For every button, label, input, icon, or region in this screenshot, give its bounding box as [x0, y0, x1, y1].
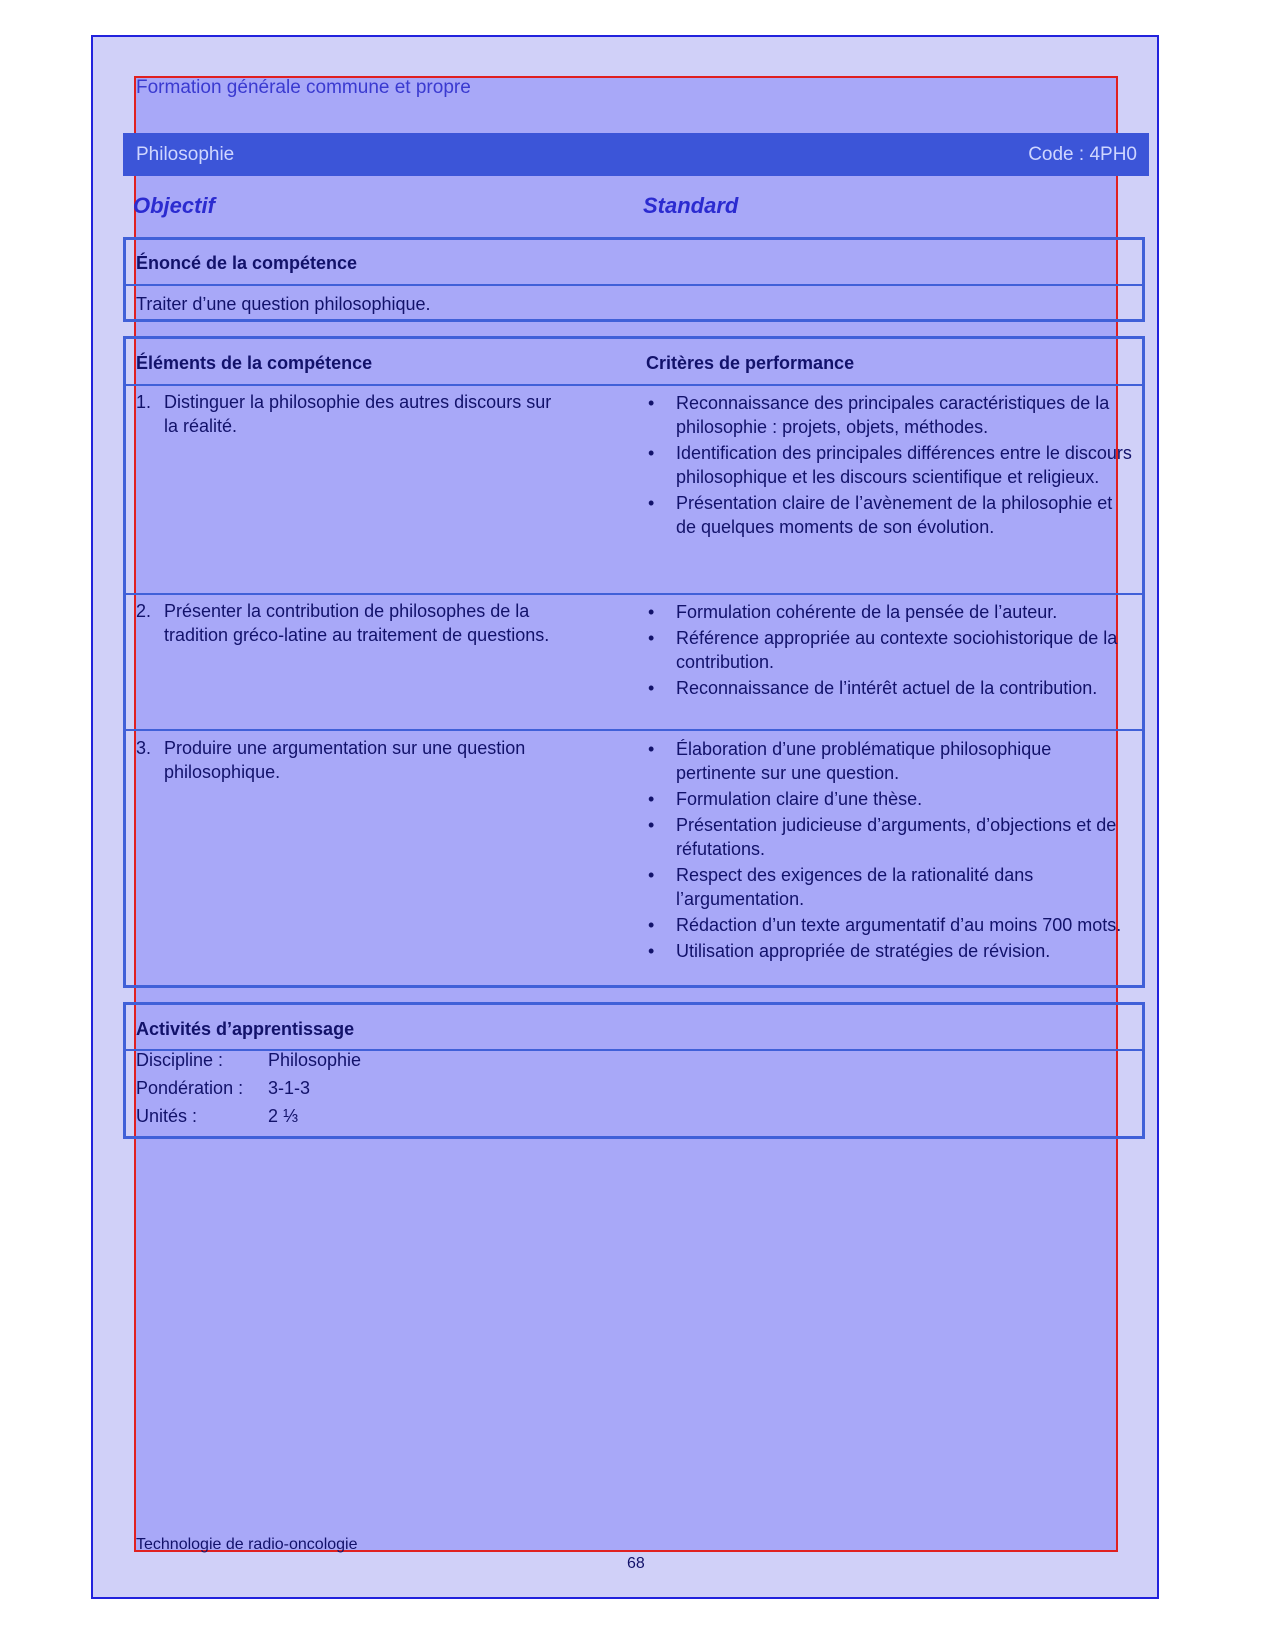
- competence-box: [123, 237, 1145, 322]
- discipline-value: Philosophie: [268, 1050, 362, 1070]
- activities-heading: Activités d’apprentissage: [136, 1019, 355, 1039]
- row-divider: [126, 384, 1142, 386]
- criterion-item: • Présentation claire de l’avènement de la philosophie et de quelques moments de son évolution.: [676, 491, 1136, 539]
- criterion-item: • Respect des exigences de la rationalité dans l’argumentation.: [676, 863, 1136, 911]
- weighting-value: 3-1-3: [268, 1078, 311, 1098]
- banner-code: Code : 4PH0: [1028, 144, 1137, 165]
- discipline-banner: [123, 133, 1149, 176]
- elements-column-heading: Éléments de la compétence: [136, 353, 373, 373]
- criterion-item: • Référence appropriée au contexte sociohistorique de la contribution.: [676, 626, 1136, 674]
- discipline-label: Discipline :: [136, 1050, 224, 1070]
- element-item-2: [136, 599, 626, 647]
- criterion-item: • Reconnaissance des principales caractéristiques de la philosophie : projets, objets, méthodes.: [676, 391, 1136, 439]
- element-text-line: la réalité.: [164, 416, 238, 436]
- element-number: 2.: [136, 601, 152, 621]
- element-text-line: tradition gréco-latine au traitement de questions.: [164, 625, 550, 645]
- competence-heading: Énoncé de la compétence: [136, 253, 358, 273]
- criterion-item: • Identification des principales différences entre le discours philosophique et les discours scientifique et religieux.: [676, 441, 1136, 489]
- criteria-list-2: [676, 600, 1136, 702]
- criteria-list-1: [676, 391, 1136, 541]
- activity-weighting-row: [136, 1078, 310, 1099]
- row-divider: [126, 284, 1142, 286]
- standard-heading: Standard: [643, 193, 739, 218]
- units-label: Unités :: [136, 1106, 198, 1126]
- criterion-item: • Présentation judicieuse d’arguments, d’objections et de réfutations.: [676, 813, 1136, 861]
- page-number: 68: [627, 1555, 645, 1572]
- criteria-column-heading: Critères de performance: [646, 353, 855, 373]
- element-text-line: Présenter la contribution de philosophes de la: [164, 601, 530, 621]
- element-number: 1.: [136, 392, 152, 412]
- row-divider: [126, 593, 1142, 595]
- element-item-3: [136, 736, 626, 784]
- criterion-item: • Rédaction d’un texte argumentatif d’au moins 700 mots.: [676, 913, 1136, 937]
- weighting-label: Pondération :: [136, 1078, 244, 1098]
- banner-discipline: Philosophie: [136, 144, 235, 165]
- criterion-item: • Utilisation appropriée de stratégies de révision.: [676, 939, 1136, 963]
- activity-discipline-row: [136, 1050, 361, 1071]
- criteria-list-3: [676, 737, 1136, 965]
- objective-heading: Objectif: [133, 193, 215, 218]
- criterion-item: • Élaboration d’une problématique philosophique pertinente sur une question.: [676, 737, 1136, 785]
- section-title: Formation générale commune et propre: [136, 77, 471, 98]
- units-value: 2 ⅓: [268, 1106, 299, 1126]
- element-text-line: philosophique.: [164, 762, 281, 782]
- criterion-item: • Reconnaissance de l’intérêt actuel de la contribution.: [676, 676, 1136, 700]
- element-text-line: Produire une argumentation sur une question: [164, 738, 526, 758]
- element-number: 3.: [136, 738, 152, 758]
- activity-units-row: [136, 1106, 298, 1127]
- footer-program: Technologie de radio-oncologie: [136, 1536, 358, 1553]
- row-divider: [126, 729, 1142, 731]
- criterion-item: • Formulation claire d’une thèse.: [676, 787, 1136, 811]
- competence-statement: Traiter d’une question philosophique.: [136, 294, 431, 314]
- element-item-1: [136, 390, 626, 438]
- criterion-item: • Formulation cohérente de la pensée de l’auteur.: [676, 600, 1136, 624]
- element-text-line: Distinguer la philosophie des autres discours sur: [164, 392, 552, 412]
